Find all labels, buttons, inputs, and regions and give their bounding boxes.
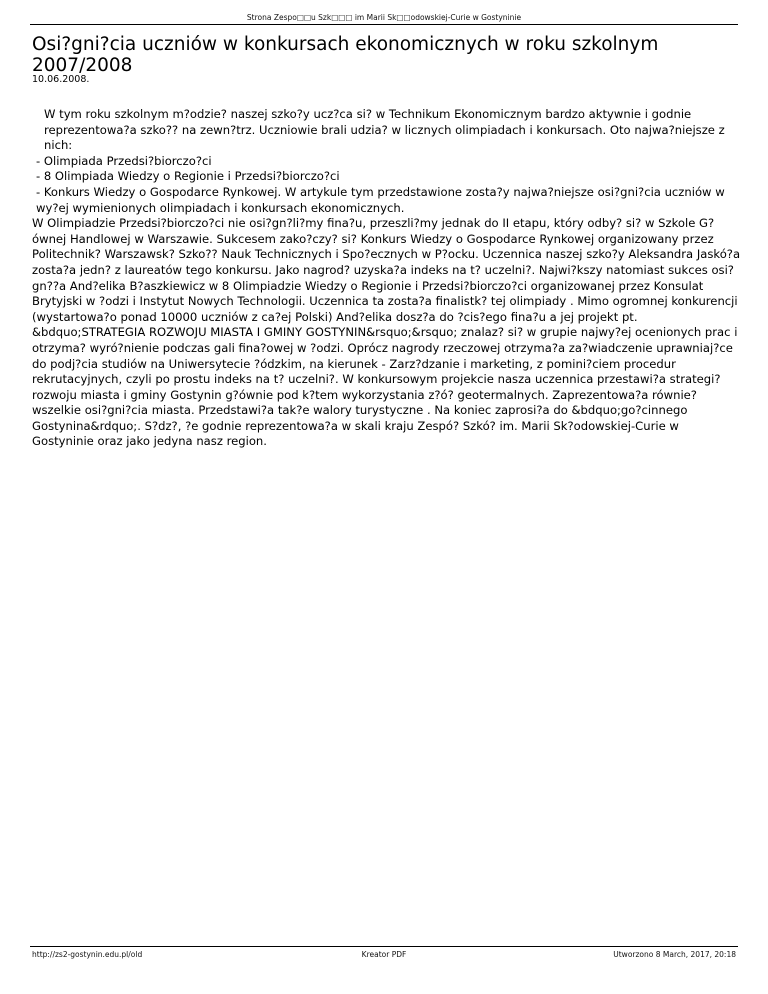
article-date: 10.06.2008.	[32, 74, 90, 85]
header-divider	[30, 24, 738, 25]
article-title: Osi?gni?cia uczniów w konkursach ekonomicznych w roku szkolnym 2007/2008	[32, 34, 659, 76]
list-item: - Olimpiada Przedsi?biorczo?ci	[36, 153, 212, 168]
footer-divider	[30, 946, 738, 947]
footer-generator: Kreator PDF	[361, 950, 407, 959]
list-item: - 8 Olimpiada Wiedzy o Regionie i Przedsi?biorczo?ci	[36, 169, 340, 184]
footer-created: Utworzono 8 March, 2017, 20:18	[613, 950, 736, 959]
footer-url: http://zs2-gostynin.edu.pl/old	[32, 950, 143, 959]
list-item: - Konkurs Wiedzy o Gospodarce Rynkowej. W artykule tym przedstawione zosta?y najwa?niejsze osi?gni?cia uczniów w wy?ej wymienionych olimpiadach i konkursach ekonomicznych.	[36, 184, 725, 215]
article-body	[32, 107, 742, 450]
main-paragraph: W Olimpiadzie Przedsi?biorczo?ci nie osi?gn?li?my fina?u, przeszli?my jednak do II etapu, który odby? si? w Szkole G?ównej Handlowej w Warszawie. Sukcesem zako?czy? si? Konkurs Wiedzy o Gospodarce Rynkowej organizowany przez Politechnik? Warszawsk? Szko?? Nauk Technicznych i Spo?ecznych w P?ocku. Uczennica naszej szko?y Aleksandra Jaskó?a zosta?a jedn? z laureatów tego konkursu. Jako nagrod? uzyska?a indeks na t? uczelni?. Najwi?kszy natomiast sukces osi?gn??a And?elika B?aszkiewicz w 8 Olimpiadzie Wiedzy o Regionie i Przedsi?biorczo?ci organizowanej przez Konsulat Brytyjski w ?odzi i Instytut Nowych Technologii. Uczennica ta zosta?a finalistk? tej olimpiady . Mimo ogromnej konkurencji (wystartowa?o ponad 10000 uczniów z ca?ej Polski) And?elika dosz?a do ?cis?ego fina?u a jej projekt pt. &bdquo;STRATEGIA ROZWOJU MIASTA I GMINY GOSTYNIN&rsquo;&rsquo; znalaz? si? w grupie najwy?ej ocenionych prac i otrzyma? wyró?nienie podczas gali fina?owej w ?odzi. Oprócz nagrody rzeczowej otrzyma?a za?wiadczenie uprawniaj?ce do podj?cia studiów na Uniwersytecie ?ódzkim, na kierunek - Zarz?dzanie i marketing, z pomini?ciem procedur rekrutacyjnych, czyli po prostu indeks na t? uczelni?. W konkursowym projekcie nasza uczennica przestawi?a strategi? rozwoju miasta i gminy Gostynin g?ównie pod k?tem wykorzystania z?ó? geotermalnych. Zaprezentowa?a równie? wszelkie osi?gni?cia miasta. Przedstawi?a tak?e walory turystyczne . Na koniec zaprosi?a do &bdquo;go?cinnego Gostynina&rdquo;. S?dz?, ?e godnie reprezentowa?a w skali kraju Zespó? Szkó? im. Marii Sk?odowskiej-Curie w Gostyninie oraz jako jedyna nasz region.	[32, 216, 741, 449]
page-header: Strona Zespo□□u Szk□□□ im Marii Sk□□odowskiej-Curie w Gostyninie	[246, 13, 522, 22]
intro-paragraph: W tym roku szkolnym m?odzie? naszej szko?y ucz?ca si? w Technikum Ekonomicznym bardzo aktywnie i godnie reprezentowa?a szko?? na zewn?trz. Uczniowie brali udzia? w licznych olimpiadach i konkursach. Oto najwa?niejsze z nich:	[44, 107, 725, 153]
